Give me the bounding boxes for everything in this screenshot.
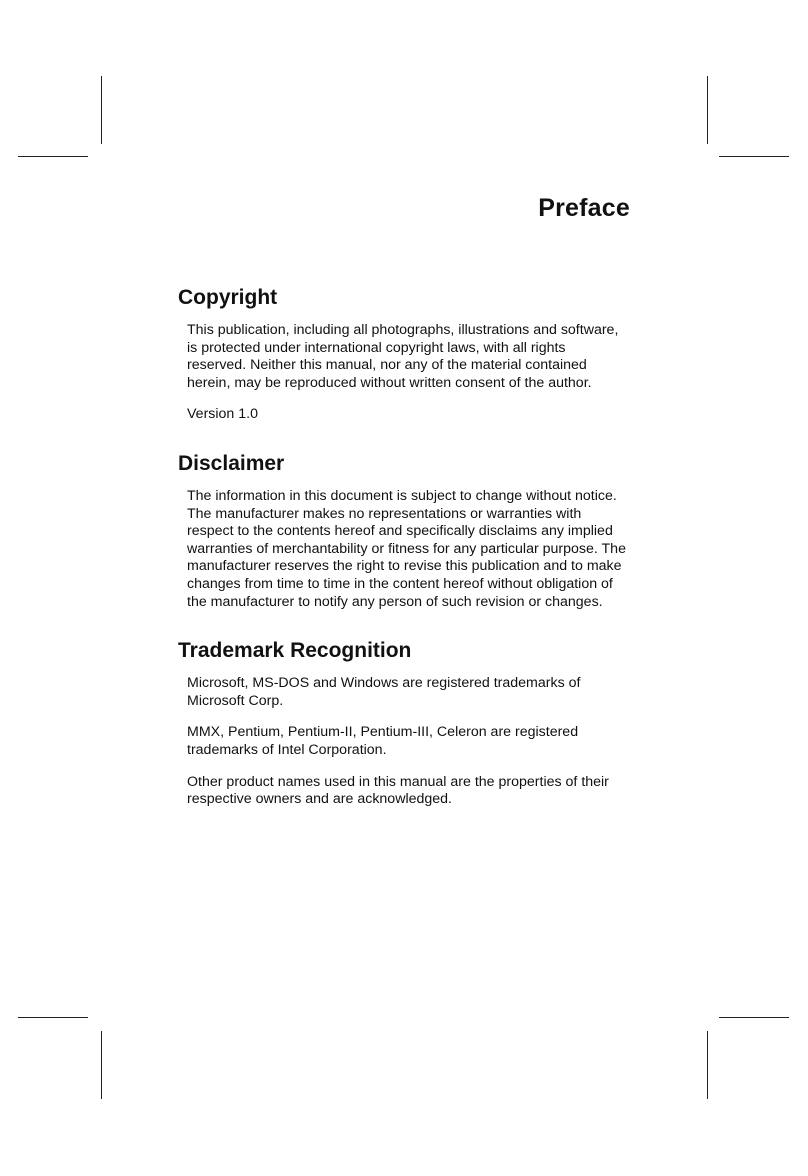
section-trademark-recognition bbox=[178, 637, 628, 809]
crop-mark-bottom-right-vertical bbox=[707, 1031, 708, 1099]
crop-mark-top-right-vertical bbox=[707, 76, 708, 144]
section-heading-disclaimer: Disclaimer bbox=[178, 451, 285, 475]
section-disclaimer bbox=[178, 450, 628, 611]
crop-mark-top-left-vertical bbox=[101, 76, 102, 144]
section-heading-trademark-recognition: Trademark Recognition bbox=[178, 639, 412, 663]
copyright-notice: This publication, including all photographs, illustrations and software, is protected under international copyright laws, with all rights reserved. Neither this manual, nor any of the material contained herein, may be reproduced without written consent of the author. bbox=[187, 322, 619, 391]
crop-mark-bottom-right-horizontal bbox=[719, 1017, 789, 1018]
disclaimer-text: The information in this document is subject to change without notice. The manufacturer makes no representations or warranties with respect to the contents hereof and specifically disclaims any implied warranties of merchantability or fitness for any particular purpose. The manufacturer reserves the right to revise this publication and to make changes from time to time in the content hereof without obligation of the manufacturer to notify any person of such revision or changes. bbox=[187, 487, 626, 610]
crop-mark-bottom-left-vertical bbox=[101, 1031, 102, 1099]
trademark-intel: MMX, Pentium, Pentium-II, Pentium-III, Celeron are registered trademarks of Intel Corporation. bbox=[187, 724, 579, 758]
trademark-microsoft: Microsoft, MS-DOS and Windows are registered trademarks of Microsoft Corp. bbox=[187, 675, 581, 709]
section-heading-copyright: Copyright bbox=[178, 286, 278, 309]
crop-mark-bottom-left-horizontal bbox=[18, 1017, 88, 1018]
chapter-title: Preface bbox=[538, 194, 630, 222]
trademark-other: Other product names used in this manual are the properties of their respective owners and are acknowledged. bbox=[187, 773, 609, 808]
preface-content bbox=[178, 284, 628, 835]
crop-mark-top-left-horizontal bbox=[18, 156, 88, 157]
section-copyright bbox=[178, 284, 628, 424]
crop-mark-top-right-horizontal bbox=[719, 156, 789, 157]
version-text: Version 1.0 bbox=[187, 406, 258, 423]
